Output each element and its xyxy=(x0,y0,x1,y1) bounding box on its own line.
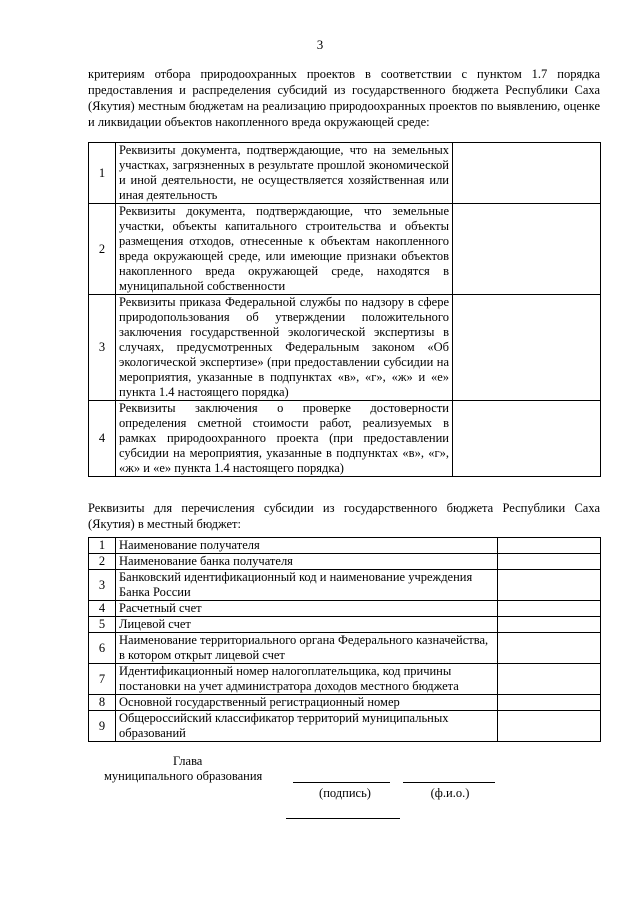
row-number: 3 xyxy=(89,295,116,401)
signature-label: (подпись) xyxy=(319,786,371,800)
row-description: Реквизиты документа, подтверждающие, что на земельных участках, загрязненных в результате прошлой экономической и иной деятельности, не осуществляется хозяйственная или иная деятельность xyxy=(116,143,453,204)
payment-detail-row xyxy=(89,664,601,695)
row-value-cell[interactable] xyxy=(498,538,601,554)
signatory-title-line2: муниципального образования xyxy=(104,769,263,783)
row-description: Расчетный счет xyxy=(116,601,498,617)
payment-detail-row xyxy=(89,633,601,664)
row-value-cell[interactable] xyxy=(453,204,601,295)
row-description: Общероссийский классификатор территорий муниципальных образований xyxy=(116,711,498,742)
row-number: 3 xyxy=(89,570,116,601)
signature-line xyxy=(293,782,390,783)
row-value-cell[interactable] xyxy=(498,570,601,601)
row-number: 9 xyxy=(89,711,116,742)
name-line xyxy=(403,782,495,783)
row-description: Реквизиты заключения о проверке достоверности определения сметной стоимости работ, реализуемых в рамках природоохранного проекта (при предоставлении субсидии на мероприятия, указанные в подпунктах «в», «г», «ж» и «е» пункта 1.4 настоящего порядка) xyxy=(116,401,453,477)
row-value-cell[interactable] xyxy=(453,143,601,204)
row-value-cell[interactable] xyxy=(453,295,601,401)
row-number: 4 xyxy=(89,601,116,617)
row-number: 5 xyxy=(89,617,116,633)
payment-detail-row xyxy=(89,554,601,570)
row-description: Наименование банка получателя xyxy=(116,554,498,570)
row-description: Основной государственный регистрационный номер xyxy=(116,695,498,711)
row-value-cell[interactable] xyxy=(498,695,601,711)
criteria-row xyxy=(89,204,601,295)
payment-detail-row xyxy=(89,570,601,601)
row-number: 4 xyxy=(89,401,116,477)
row-number: 8 xyxy=(89,695,116,711)
date-line xyxy=(286,818,400,819)
page-number: 3 xyxy=(316,37,324,52)
row-value-cell[interactable] xyxy=(498,617,601,633)
row-number: 1 xyxy=(89,143,116,204)
payment-detail-row xyxy=(89,538,601,554)
row-number: 7 xyxy=(89,664,116,695)
row-description: Банковский идентификационный код и наименование учреждения Банка России xyxy=(116,570,498,601)
row-number: 6 xyxy=(89,633,116,664)
name-label: (ф.и.о.) xyxy=(430,786,470,800)
row-description: Наименование получателя xyxy=(116,538,498,554)
row-value-cell[interactable] xyxy=(498,711,601,742)
row-description: Идентификационный номер налогоплательщика, код причины постановки на учет администратора доходов местного бюджета xyxy=(116,664,498,695)
payment-detail-row xyxy=(89,601,601,617)
row-number: 1 xyxy=(89,538,116,554)
payment-details-table xyxy=(88,537,601,742)
criteria-row xyxy=(89,143,601,204)
payment-details-heading: Реквизиты для перечисления субсидии из государственного бюджета Республики Саха (Якутия) в местный бюджет: xyxy=(88,501,600,531)
row-number: 2 xyxy=(89,554,116,570)
row-value-cell[interactable] xyxy=(498,633,601,664)
row-value-cell[interactable] xyxy=(498,554,601,570)
row-description: Наименование территориального органа Федерального казначейства, в котором открыт лицевой счет xyxy=(116,633,498,664)
criteria-table xyxy=(88,142,601,477)
payment-detail-row xyxy=(89,711,601,742)
payment-detail-row xyxy=(89,695,601,711)
row-description: Лицевой счет xyxy=(116,617,498,633)
row-value-cell[interactable] xyxy=(498,664,601,695)
row-value-cell[interactable] xyxy=(453,401,601,477)
row-value-cell[interactable] xyxy=(498,601,601,617)
payment-detail-row xyxy=(89,617,601,633)
row-description: Реквизиты документа, подтверждающие, что земельные участки, объекты капитального строительства и объекты размещения отходов, отнесенные к объектам накопленного вреда окружающей среде, или имеющие признаки объектов накопленного вреда окружающей среде, находятся в муниципальной собственности xyxy=(116,204,453,295)
signatory-title-line1: Глава xyxy=(173,754,203,768)
row-description: Реквизиты приказа Федеральной службы по надзору в сфере природопользования об утверждении положительного заключения государственной экологической экспертизы в случаях, предусмотренных Федеральным законом «Об экологической экспертизе» (при предоставлении субсидии на мероприятия, указанные в подпунктах «в», «г», «ж» и «е» пункта 1.4 настоящего порядка) xyxy=(116,295,453,401)
criteria-row xyxy=(89,401,601,477)
intro-paragraph: критериям отбора природоохранных проектов в соответствии с пунктом 1.7 порядка предоставления и распределения субсидий из государственного бюджета Республики Саха (Якутия) местным бюджетам на реализацию природоохранных проектов по выявлению, оценке и ликвидации объектов накопленного вреда окружающей среде: xyxy=(88,67,600,129)
row-number: 2 xyxy=(89,204,116,295)
criteria-row xyxy=(89,295,601,401)
